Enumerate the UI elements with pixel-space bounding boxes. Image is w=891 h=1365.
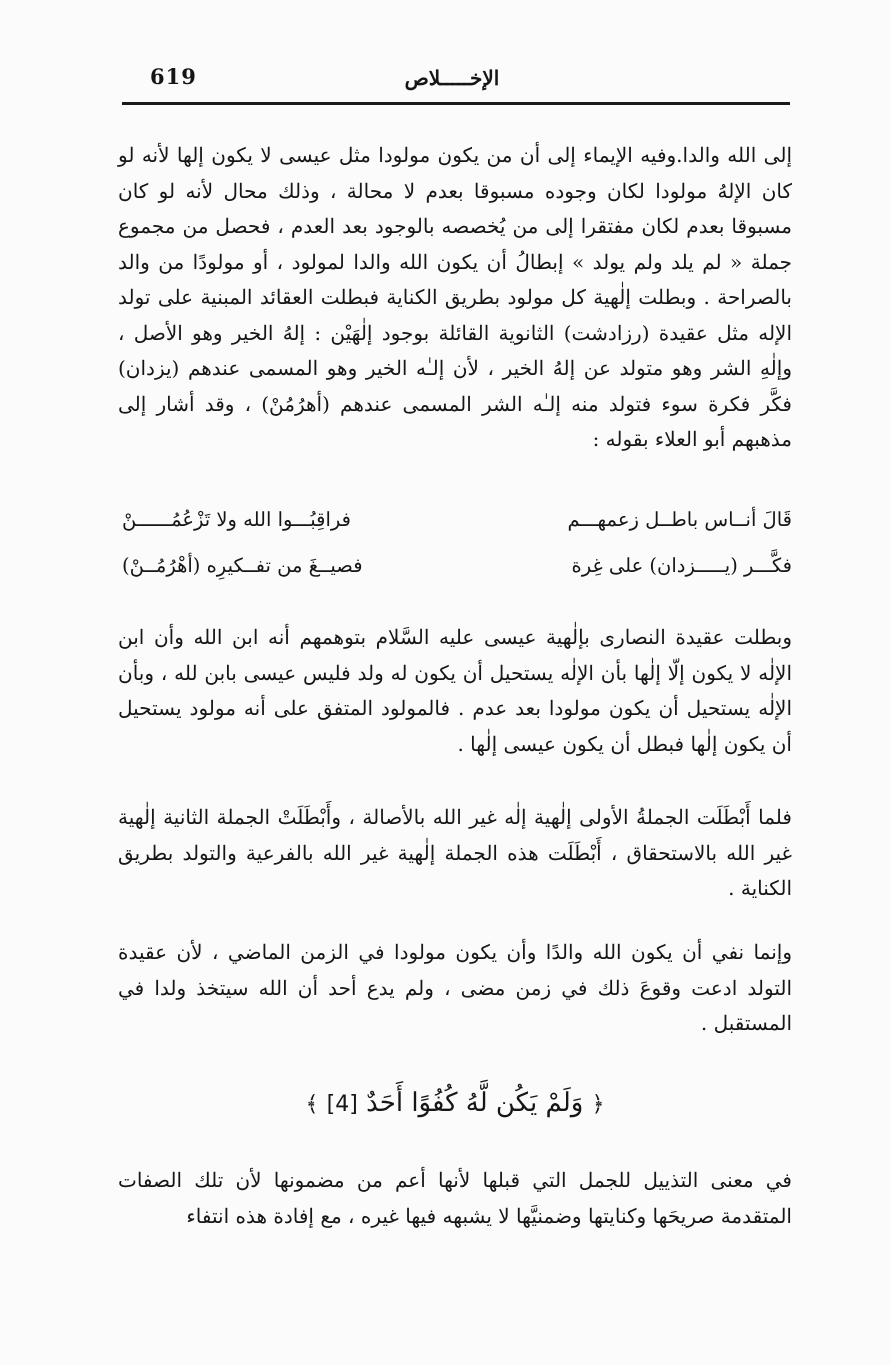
- page-header: [122, 62, 790, 104]
- poem-line-1-second-hemistich: فراقِبُـــوا الله ولا تَزْعُمُــــــنْ: [122, 508, 351, 531]
- running-title: الإخـــــلاص: [404, 66, 500, 90]
- paragraph-3: [118, 800, 792, 907]
- quran-verse-text: وَلَمْ يَكُن لَّهُ كُفُوًا أَحَدٌ: [366, 1088, 584, 1118]
- paragraph-5: [118, 1163, 792, 1234]
- paragraph-4: [118, 935, 792, 1042]
- quran-verse: [118, 1088, 792, 1118]
- header-rule: [122, 102, 790, 105]
- paragraph-5-text: في معنى التذييل للجمل التي قبلها لأنها أعم من مضمونها لأن تلك الصفات المتقدمة صريحَها وكنايتها وضمنيَّها لا يشبهه فيها غيره ، مع إفادة هذه انتفاء: [118, 1168, 792, 1228]
- quran-verse-number: [4]: [326, 1092, 358, 1117]
- paragraph-4-text: وإنما نفي أن يكون الله والدًا وأن يكون مولودا في الزمن الماضي ، لأن عقيدة التولد ادعت وقوعَ ذلك في زمن مضى ، ولم يدع أحد أن الله سيتخذ ولدا في المستقبل .: [118, 940, 793, 1035]
- paragraph-1-text: إلى الله والدا.وفيه الإيماء إلى أن من يكون مولودا مثل عيسى لا يكون إلها لأنه لو كان الإلهُ مولودا لكان وجوده مسبوقا بعدم لا محالة ، وذلك محال لأنه لو كان مسبوقا بعدم لكان مفتقرا إلى من يُخصصه بالوجود بعد العدم ، فحصل من مجموع جملة « لم يلد ولم يولد » إبطالُ أن يكون الله والدا لمولود ، أو مولودًا من والد بالصراحة . وبطلت إلٰهية كل مولود بطريق الكناية فبطلت العقائد المبنية على تولد الإله مثل عقيدة (رزادشت) الثانوية القائلة بوجود إلٰهَيْن : إلهُ الخير وهو الأصل ، وإلٰهِ الشر وهو متولد عن إلهُ الخير ، لأن إلـٰه الخير وهو المسمى عندهم (يزدان) فكَّر فكرة سوء فتولد منه إلـٰه الشر المسمى عندهم (أهرُمُنْ) ، وقد أشار إلى مذهبهم أبو العلاء بقوله :: [118, 143, 792, 451]
- quran-open-bracket: ﴿: [591, 1092, 605, 1117]
- quran-close-bracket: ﴾: [305, 1092, 319, 1117]
- poem-line-1-first-hemistich: قَالَ أنــاس باطــل زعمهـــم: [567, 508, 792, 531]
- poem-line-2-first-hemistich: فكَّـــر (يـــــزدان) على غِرة: [571, 554, 792, 577]
- paragraph-2: [118, 620, 792, 762]
- page-number: 619: [150, 64, 197, 89]
- paragraph-1: [118, 138, 792, 458]
- poem-line-2-second-hemistich: فصيــغَ من تفــكيرِه (أهْرُمُــنْ): [122, 554, 363, 577]
- paragraph-2-text: وبطلت عقيدة النصارى بإلٰهية عيسى عليه السَّلام بتوهمهم أنه ابن الله وأن ابن الإلٰه لا يكون إلّا إلٰها بأن الإلٰه يستحيل أن يكون له ولد فليس عيسى بابن لله ، وبأن الإلٰه يستحيل أن يكون مولودا بعد عدم . فالمولود المتفق على أنه مولود يستحيل أن يكون إلٰها فبطل أن يكون عيسى إلٰها .: [118, 625, 792, 756]
- paragraph-3-text: فلما أَبْطَلَت الجملةُ الأولى إلٰهية إلٰه غير الله بالأصالة ، وأَبْطَلَتْ الجملة الثانية إلٰهية غير الله بالاستحقاق ، أَبْطَلَت هذه الجملة إلٰهية غير الله بالفرعية والتولد بطريق الكناية .: [118, 805, 792, 900]
